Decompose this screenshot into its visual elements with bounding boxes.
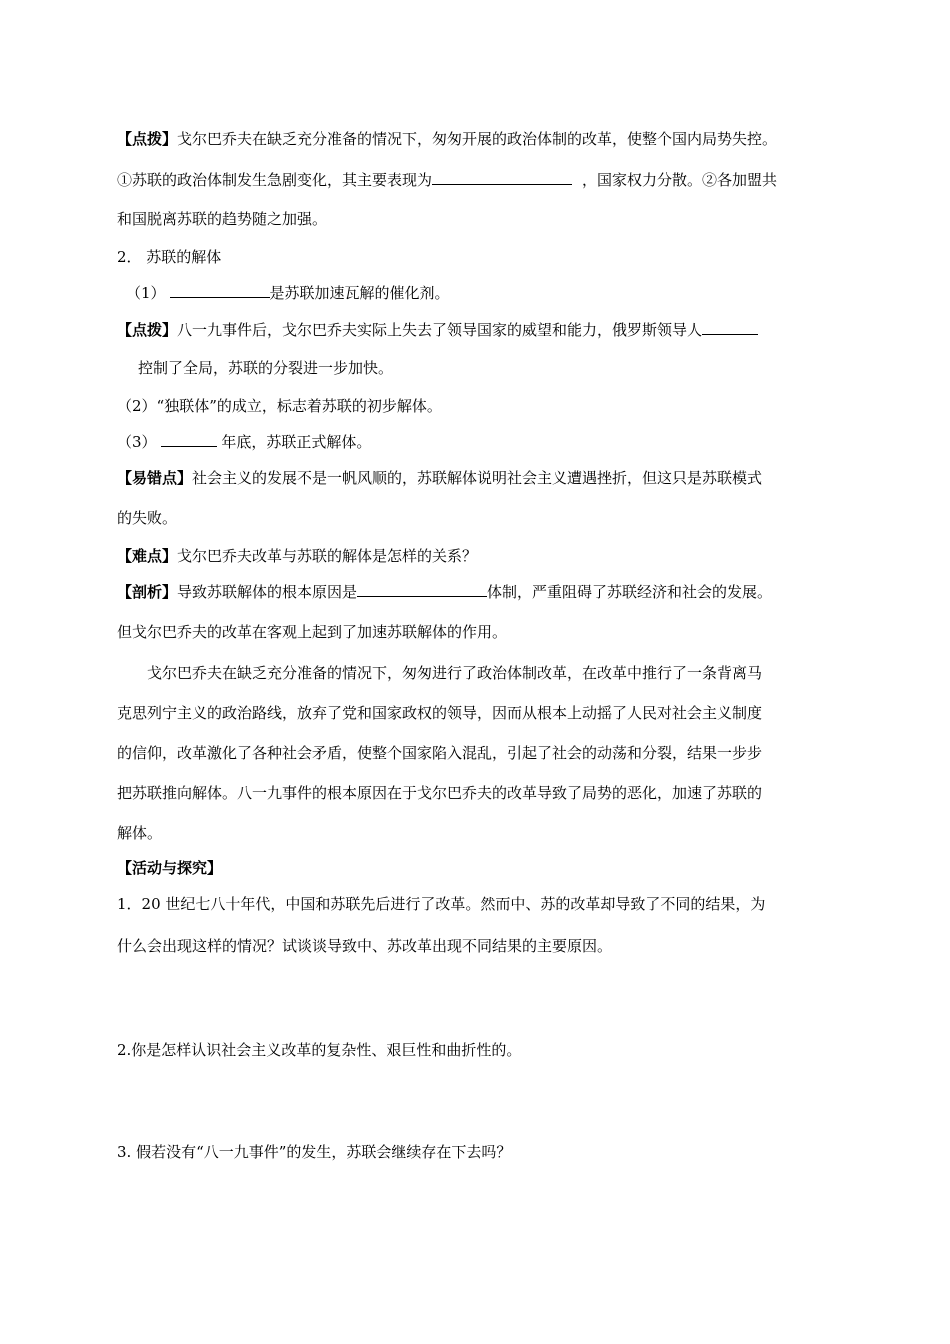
text: 控制了全局，苏联的分裂进一步加快。 xyxy=(138,359,394,377)
section-heading-activity xyxy=(117,858,222,878)
question-text: 3. 假若没有“八一九事件”的发生，苏联会继续存在下去吗？ xyxy=(117,1143,512,1161)
item-2 xyxy=(117,396,442,416)
hint-tag: 【点拨】 xyxy=(117,130,178,148)
item-number: （3） xyxy=(117,433,157,451)
text: 和国脱离苏联的趋势随之加强。 xyxy=(117,210,328,228)
paragraph-error-point xyxy=(117,468,762,488)
hint-text: 八一九事件后，戈尔巴乔夫实际上失去了领导国家的威望和能力，俄罗斯领导人 xyxy=(177,321,703,339)
question-3 xyxy=(117,1142,511,1162)
fill-in-blank[interactable] xyxy=(161,432,217,447)
item-text: （2）“独联体”的成立，标志着苏联的初步解体。 xyxy=(117,397,442,415)
question-1 xyxy=(117,894,765,914)
analysis-text-after: 体制，严重阻碍了苏联经济和社会的发展。 xyxy=(487,583,773,601)
paragraph-line xyxy=(117,936,612,956)
paragraph-line xyxy=(117,743,762,763)
hint-text: 戈尔巴乔夫在缺乏充分准备的情况下，匆匆开展的政治体制的改革，使整个国内局势失控。 xyxy=(177,130,778,148)
paragraph-line xyxy=(147,663,762,683)
item-number: （1） xyxy=(126,284,166,302)
text: 戈尔巴乔夫在缺乏充分准备的情况下，匆匆进行了政治体制改革，在改革中推行了一条背离马 xyxy=(147,664,763,682)
paragraph-hint-1 xyxy=(117,129,777,149)
paragraph-line xyxy=(117,783,762,803)
text: 但戈尔巴乔夫的改革在客观上起到了加速苏联解体的作用。 xyxy=(117,623,508,641)
item-text: 是苏联加速瓦解的催化剂。 xyxy=(269,284,450,302)
question-text: 2.你是怎样认识社会主义改革的复杂性、艰巨性和曲折性的。 xyxy=(117,1041,522,1059)
paragraph-line xyxy=(117,703,762,723)
fill-in-blank[interactable] xyxy=(702,320,758,335)
error-tag: 【易错点】 xyxy=(117,469,193,487)
text: 的失败。 xyxy=(117,509,178,527)
fill-in-blank[interactable] xyxy=(357,582,487,597)
paragraph-line xyxy=(117,508,177,528)
activity-tag: 【活动与探究】 xyxy=(117,859,223,877)
item-1 xyxy=(126,283,450,303)
analysis-text-before: 导致苏联解体的根本原因是 xyxy=(177,583,358,601)
paragraph-line xyxy=(117,209,327,229)
error-text: 社会主义的发展不是一帆风顺的，苏联解体说明社会主义遭遇挫折，但这只是苏联模式 xyxy=(192,469,763,487)
analysis-tag: 【剖析】 xyxy=(117,583,178,601)
text-after-blank: ，国家权力分散。②各加盟共 xyxy=(582,171,778,189)
item-text: 年底，苏联正式解体。 xyxy=(216,433,372,451)
section-heading-dissolution xyxy=(117,247,221,267)
hint-tag: 【点拨】 xyxy=(117,321,178,339)
text: 的信仰，改革激化了各种社会矛盾，使整个国家陷入混乱，引起了社会的动荡和分裂，结果一步步 xyxy=(117,744,763,762)
paragraph-line xyxy=(138,358,393,378)
difficulty-text: 戈尔巴乔夫改革与苏联的解体是怎样的关系？ xyxy=(177,547,478,565)
paragraph-line xyxy=(117,823,162,843)
paragraph-analysis xyxy=(117,582,772,602)
text-before-blank: ①苏联的政治体制发生急剧变化，其主要表现为 xyxy=(117,171,433,189)
question-text: 1．20 世纪七八十年代，中国和苏联先后进行了改革。然而中、苏的改革却导致了不同的结果，为 xyxy=(117,895,766,913)
paragraph-political-change xyxy=(117,170,777,190)
text: 解体。 xyxy=(117,824,163,842)
fill-in-blank[interactable] xyxy=(432,170,572,185)
item-3 xyxy=(117,432,371,452)
heading-text: 2． 苏联的解体 xyxy=(117,248,222,266)
paragraph-hint-2 xyxy=(117,320,758,340)
difficulty-tag: 【难点】 xyxy=(117,547,178,565)
paragraph-line xyxy=(117,622,507,642)
question-2 xyxy=(117,1040,521,1060)
text: 把苏联推向解体。八一九事件的根本原因在于戈尔巴乔夫的改革导致了局势的恶化，加速了苏联的 xyxy=(117,784,763,802)
fill-in-blank[interactable] xyxy=(170,283,270,298)
text: 什么会出现这样的情况？试谈谈导致中、苏改革出现不同结果的主要原因。 xyxy=(117,937,613,955)
text: 克思列宁主义的政治路线，放弃了党和国家政权的领导，因而从根本上动摇了人民对社会主义制度 xyxy=(117,704,763,722)
paragraph-difficulty xyxy=(117,546,477,566)
